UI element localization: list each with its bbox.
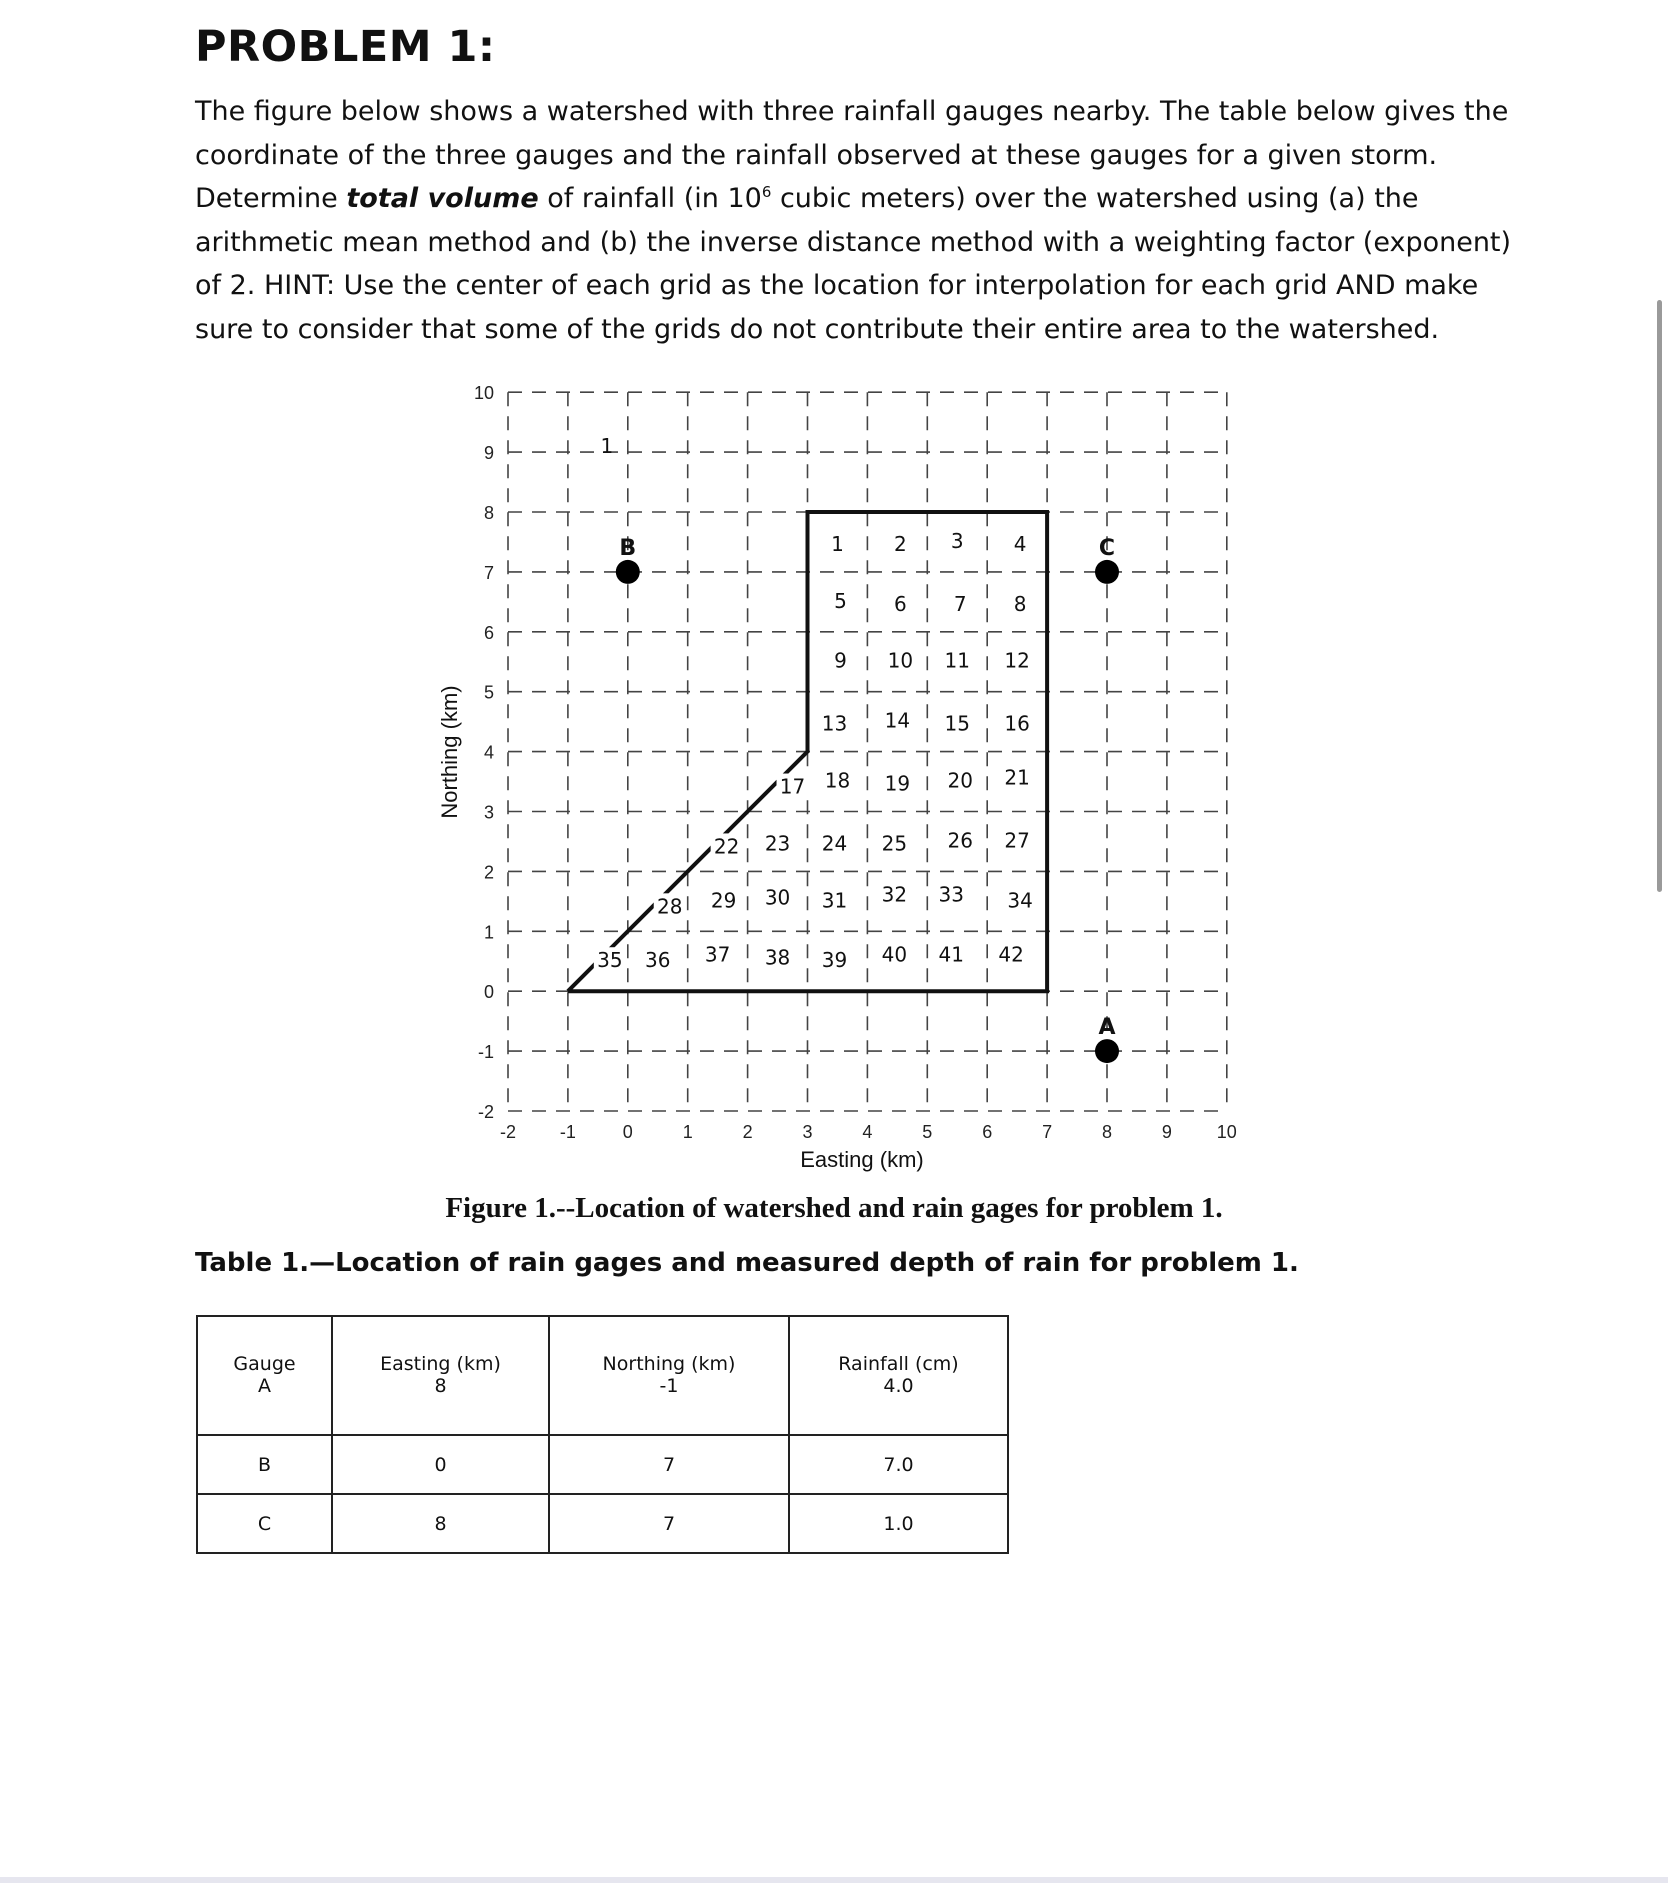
cell-label: 14 <box>884 708 911 733</box>
cell-easting: 8 <box>332 1375 549 1435</box>
cell-label: 38 <box>764 945 791 970</box>
problem-superscript: 6 <box>761 183 772 201</box>
y-axis-label: Northing (km) <box>437 685 462 819</box>
x-tick-label: 5 <box>922 1122 933 1142</box>
gauge-label: A <box>1098 1015 1116 1041</box>
x-tick-label: 8 <box>1101 1122 1113 1142</box>
y-tick-label: -2 <box>477 1102 494 1122</box>
y-tick-label: 2 <box>483 862 494 883</box>
cell-label: 11 <box>944 648 970 673</box>
cell-rainfall: 1.0 <box>789 1494 1008 1553</box>
x-tick-label: 0 <box>622 1122 633 1142</box>
cell-label: 9 <box>834 648 847 673</box>
axis-ticks <box>474 383 1237 1142</box>
bottom-bar <box>0 1877 1668 1883</box>
cell-gauge: A <box>197 1375 332 1435</box>
problem-text-part1: The figure below shows a watershed with three rainfall gauges nearby. The table below gives the coordinate of the three gauges and the rainfall observed at these gauges for a given storm. Determine <box>195 96 1509 214</box>
y-tick-label: 8 <box>483 503 494 523</box>
x-axis-label: Easting (km) <box>800 1147 924 1172</box>
cell-easting: 0 <box>332 1435 549 1494</box>
cell-label: 2 <box>893 531 907 556</box>
cell-northing: 7 <box>549 1435 789 1494</box>
cell-label: 27 <box>1004 828 1030 853</box>
cell-northing: -1 <box>549 1375 789 1435</box>
grid-lines <box>508 392 1227 1111</box>
cell-label: 40 <box>881 942 908 967</box>
table-caption: Table 1.—Location of rain gages and measured depth of rain for problem 1. <box>195 1248 1299 1278</box>
page-title: PROBLEM 1: <box>195 22 496 72</box>
x-tick-label: 1 <box>682 1122 693 1142</box>
cell-label: 10 <box>887 648 914 673</box>
y-tick-label: 5 <box>483 682 494 703</box>
cell-label: 32 <box>881 882 908 907</box>
cell-label: 41 <box>938 942 964 967</box>
table-row <box>197 1375 1008 1435</box>
cell-label: 37 <box>704 942 731 967</box>
y-tick-label: 4 <box>483 742 494 763</box>
cell-label: 26 <box>947 828 973 853</box>
x-tick-label: 2 <box>742 1122 753 1142</box>
cell-label: 34 <box>1007 888 1033 913</box>
y-tick-label: -1 <box>477 1042 494 1063</box>
cell-label: 29 <box>710 888 737 913</box>
cell-label: 16 <box>1004 711 1030 736</box>
cell-gauge: B <box>197 1435 332 1494</box>
cell-label: 20 <box>947 768 973 793</box>
cell-label: 8 <box>1013 591 1027 616</box>
problem-text-part2: of rainfall (in 10 <box>538 183 762 214</box>
cell-label: 28 <box>657 894 683 919</box>
x-tick-label: 4 <box>862 1122 873 1142</box>
cell-label: 22 <box>713 834 740 859</box>
cell-label: 39 <box>821 948 848 973</box>
table-row <box>197 1435 1008 1494</box>
cell-label: 31 <box>821 888 848 913</box>
cell-label: 30 <box>764 885 791 910</box>
gauge-marker <box>1095 1039 1119 1063</box>
cell-label: 3 <box>950 528 964 553</box>
gauge-label: B <box>619 535 637 561</box>
y-tick-label: 6 <box>483 622 494 643</box>
cell-label: 36 <box>645 948 671 973</box>
x-tick-label: 7 <box>1042 1122 1053 1142</box>
cell-label: 13 <box>821 711 848 736</box>
cell-label: 21 <box>1004 765 1030 790</box>
cell-label: 4 <box>1013 531 1027 556</box>
x-tick-label: 9 <box>1161 1122 1172 1142</box>
cell-label: 6 <box>893 591 907 616</box>
x-tick-label: -1 <box>559 1122 576 1142</box>
cell-label: 12 <box>1004 648 1030 673</box>
x-tick-label: 10 <box>1216 1122 1237 1142</box>
y-tick-label: 9 <box>483 443 494 464</box>
y-tick-label: 3 <box>483 802 494 823</box>
cell-labels <box>594 434 1036 972</box>
cell-label: 33 <box>938 882 964 907</box>
cell-rainfall: 4.0 <box>789 1375 1008 1435</box>
header-easting: Easting (km) <box>332 1316 549 1375</box>
problem-emphasis: total volume <box>346 183 539 214</box>
cell-label: 5 <box>834 588 847 613</box>
x-tick-label: 6 <box>982 1122 993 1142</box>
y-tick-label: 0 <box>483 982 494 1003</box>
gauge-label: C <box>1098 535 1116 561</box>
y-tick-label: 7 <box>483 562 494 583</box>
y-tick-label: 10 <box>473 383 494 404</box>
table-header-row <box>197 1316 1008 1375</box>
x-tick-label: -2 <box>499 1122 517 1142</box>
cell-label: 18 <box>824 768 851 793</box>
vertical-scrollbar[interactable] <box>1657 300 1662 892</box>
cell-gauge: C <box>197 1494 332 1553</box>
cell-label: 23 <box>764 831 791 856</box>
cell-rainfall: 7.0 <box>789 1435 1008 1494</box>
cell-label: 15 <box>944 711 970 736</box>
cell-label: 19 <box>884 771 911 796</box>
cell-label: 42 <box>998 942 1024 967</box>
cell-easting: 8 <box>332 1494 549 1553</box>
y-tick-label: 1 <box>483 922 494 943</box>
cell-label: 7 <box>953 591 967 616</box>
cell-label: 1 <box>831 531 844 556</box>
x-tick-label: 3 <box>802 1122 813 1142</box>
table-row <box>197 1494 1008 1553</box>
header-rainfall: Rainfall (cm) <box>789 1316 1008 1375</box>
figure-caption: Figure 1.--Location of watershed and rain gages for problem 1. <box>445 1192 1223 1224</box>
gauge-marker <box>616 560 640 584</box>
gauge-marker <box>1095 560 1119 584</box>
problem-text-part3: cubic meters) over the watershed using (a) the arithmetic mean method and (b) the inverse distance method with a weighting factor (exponent) of 2. HINT: Use the center of each grid as the location for interpolation for each grid AND make sure to consider that some of the grids do not contribute their entire area to the watershed. <box>195 183 1512 345</box>
gauge-table <box>196 1315 1009 1554</box>
header-gauge: Gauge <box>197 1316 332 1375</box>
cell-northing: 7 <box>549 1494 789 1553</box>
cell-label: 24 <box>821 831 848 856</box>
cell-label: 25 <box>881 831 908 856</box>
header-northing: Northing (km) <box>549 1316 789 1375</box>
cell-label: 35 <box>597 948 623 973</box>
cell-label: 17 <box>779 774 806 799</box>
stray-label: 1 <box>600 434 614 459</box>
